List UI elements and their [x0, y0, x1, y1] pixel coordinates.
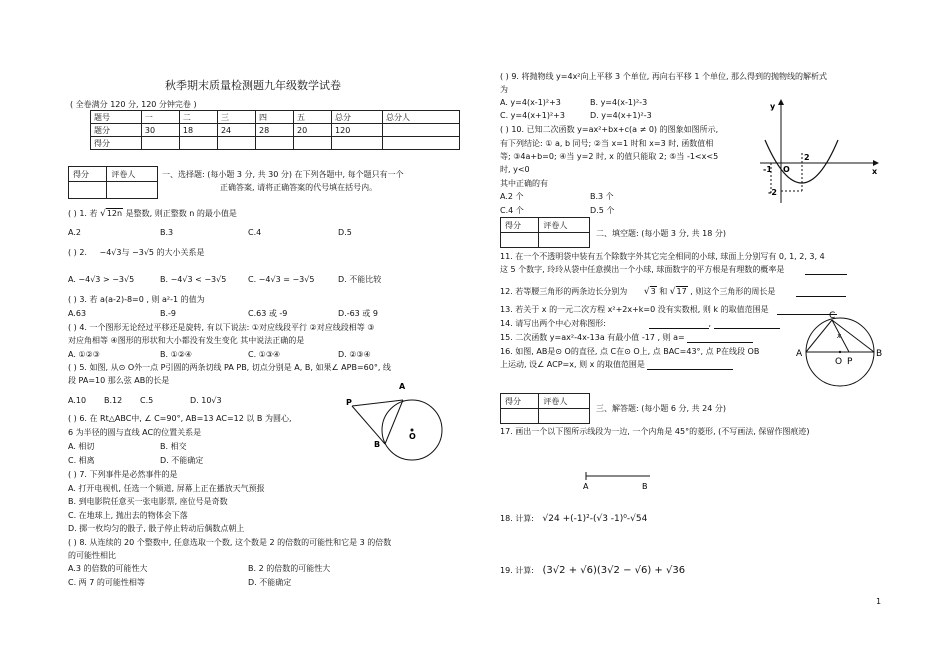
q4-option-b[interactable]: B. ①②④	[160, 350, 193, 359]
score-cell[interactable]	[141, 137, 179, 150]
q9-option-b[interactable]: B. y=4(x-1)²-3	[590, 98, 648, 107]
grader-label: 评卷人	[107, 167, 158, 182]
grader-input-cell[interactable]	[539, 233, 590, 248]
q10-line-1: ( ) 10. 已知二次函数 y=ax²+bx+c(a ≠ 0) 的图象如图所示,	[500, 125, 719, 134]
q10-option-d[interactable]: D.5 个	[590, 206, 615, 215]
q6-option-b[interactable]: B. 相交	[160, 442, 187, 451]
q11-answer-blank[interactable]	[805, 266, 847, 275]
two-label: 2	[804, 153, 810, 162]
score-label: 得分	[69, 167, 107, 182]
q1-option-d[interactable]: D.5	[338, 228, 352, 237]
radical-sign: √	[669, 287, 676, 297]
q3-option-b[interactable]: B.-9	[160, 309, 177, 318]
points-cell	[383, 124, 460, 137]
grader-input-cell[interactable]	[539, 409, 590, 424]
q9-line-1: ( ) 9. 将抛物线 y=4x²向上平移 3 个单位, 再向右平移 1 个单位, 那么得到的抛物线的解析式	[500, 72, 828, 81]
q11-line-2	[500, 265, 847, 275]
q2-stem-text: ( ) 2.	[68, 248, 87, 257]
q16-figure	[785, 312, 895, 382]
q18-label: 18. 计算:	[500, 514, 534, 523]
q3-stem: ( ) 3. 若 a(a-2)-8=0 , 则 a²-1 的值为	[68, 295, 205, 304]
q10-option-b[interactable]: B.3 个	[590, 192, 614, 201]
q19-label: 19. 计算:	[500, 566, 534, 575]
q4-line-1: ( ) 4. 一个图形无论经过平移还是旋转, 有以下说法: ①对应线段平行 ②对应线段相等 ③	[68, 323, 375, 332]
q12-root-b: 17	[676, 287, 687, 296]
points-cell: 30	[141, 124, 179, 137]
row-header: 题分	[91, 124, 142, 137]
grader-input-cell[interactable]	[107, 182, 158, 199]
q9-line-2: 为	[500, 85, 508, 94]
q4-option-a[interactable]: A. ①②③	[68, 350, 100, 359]
q14-line: 14. 请写出两个中心对称图形: ,	[500, 319, 780, 329]
q12-mid: 和	[659, 287, 668, 296]
q10-line-5: 其中正确的有	[500, 179, 548, 188]
q19-expression: (3√2 + √6)(3√2 − √6) + √36	[542, 565, 686, 576]
q9-option-a[interactable]: A. y=4(x-1)²+3	[500, 98, 561, 107]
grader-label: 评卷人	[539, 218, 590, 233]
q10-line-3: 等; ③4a+b=0; ④当 y=2 时, x 的值只能取 2; ⑤当 -1<x<5	[500, 152, 719, 161]
q11-line-1: 11. 在一个不透明袋中装有五个除数字外其它完全相同的小球, 球面上分别写有 0, 1, 2, 3, 4	[500, 252, 825, 261]
q10-option-a[interactable]: A.2 个	[500, 192, 524, 201]
q5-line-2: 段 PA=10 那么弦 AB的长是	[68, 376, 170, 385]
points-cell: 28	[255, 124, 293, 137]
neg2-label: -2	[768, 188, 777, 197]
tangent-pb	[352, 406, 385, 444]
grader-box	[68, 166, 158, 199]
q3-option-a[interactable]: A.63	[68, 309, 87, 318]
q14-answer-blank-1[interactable]	[649, 320, 709, 329]
label-a: A	[583, 482, 589, 491]
score-cell[interactable]	[383, 137, 460, 150]
q2-option-d[interactable]: D. 不能比较	[338, 275, 382, 284]
q16-answer-blank[interactable]	[647, 361, 733, 370]
section3-heading: 三、解答题: (每小题 6 分, 共 24 分)	[596, 404, 727, 413]
score-label: 得分	[501, 218, 539, 233]
points-cell: 120	[332, 124, 383, 137]
q8-option-d[interactable]: D. 不能确定	[248, 578, 292, 587]
q2-expr: −4√3与 −3√5 的大小关系是	[99, 248, 205, 257]
score-cell[interactable]	[255, 137, 293, 150]
q2-option-c[interactable]: C. −4√3 = −3√5	[248, 275, 315, 284]
q15-line	[500, 333, 753, 343]
q12-tail: , 则这个三角形的周长是	[690, 287, 776, 296]
label-b: B	[876, 349, 883, 359]
q1-option-b[interactable]: B.3	[160, 228, 174, 237]
q10-line-2: 有下列结论: ① a, b 同号; ②当 x=1 时和 x=3 时, 函数值相	[500, 139, 714, 148]
points-cell: 24	[217, 124, 255, 137]
label-a: A	[796, 349, 803, 359]
label-a: A	[399, 382, 406, 391]
q4-line-2: 对应角相等 ④图形的形状和大小都没有发生变化 其中说法正确的是	[68, 336, 305, 345]
score-table	[90, 110, 460, 150]
q1-stem	[68, 208, 237, 219]
q12-text: 12. 若等腰三角形的两条边长分别为	[500, 287, 628, 296]
q18-line	[500, 514, 647, 524]
q6-option-d[interactable]: D. 不能确定	[160, 456, 204, 465]
page-number: 1	[876, 597, 882, 606]
grader-label: 评卷人	[539, 394, 590, 409]
q5-option-c[interactable]: C.5	[140, 396, 154, 405]
q7-stem: ( ) 7. 下列事件是必然事件的是	[68, 470, 178, 479]
q10-parabola-graph	[760, 98, 890, 208]
q15-text: 15. 二次函数 y=ax²-4x-13a 有最小值 -17 , 则 a=	[500, 333, 685, 342]
q10-line-4: 时, y<0	[500, 165, 530, 174]
q2-option-b[interactable]: B. −4√3 < −3√5	[160, 275, 227, 284]
q9-option-c[interactable]: C. y=4(x+1)²+3	[500, 111, 565, 120]
q6-option-a[interactable]: A. 相切	[68, 442, 95, 451]
q6-line-2: 6 为半径的圆与直线 AC的位置关系是	[68, 428, 202, 437]
points-cell: 20	[294, 124, 332, 137]
col-header: 三	[217, 111, 255, 124]
section1-heading-2: 正确答案, 请将正确答案的代号填在括号内。	[220, 183, 378, 192]
q8-option-a[interactable]: A.3 的倍数的可能性大	[68, 564, 148, 573]
q15-answer-blank[interactable]	[687, 334, 753, 343]
q7-option-c[interactable]: C. 在地球上, 抛出去的物体会下落	[68, 511, 188, 520]
q17-segment-figure	[580, 470, 660, 492]
label-o: O	[835, 357, 843, 367]
q5-figure	[340, 378, 440, 458]
col-header: 总分	[332, 111, 383, 124]
section2-heading: 二、填空题: (每小题 3 分, 共 18 分)	[596, 229, 727, 238]
col-header: 五	[294, 111, 332, 124]
q14-answer-blank-2[interactable]	[714, 320, 780, 329]
q5-line-1: ( ) 5. 如图, 从⊙ O外一点 P引圆的两条切线 PA PB, 切点分别是 A, B, 如果∠ APB=60°, 线	[68, 363, 391, 372]
label-x: x	[837, 332, 842, 340]
radical-sign: √	[100, 209, 106, 219]
q8-line-1: ( ) 8. 从连续的 20 个整数中, 任意选取一个数, 这个数是 2 的倍数的可能性和它是 3 的倍数	[68, 538, 392, 547]
q6-option-c[interactable]: C. 相离	[68, 456, 95, 465]
q6-line-1: ( ) 6. 在 Rt△ABC中, ∠ C=90°, AB=13 AC=12 以 B 为圆心,	[68, 414, 292, 423]
score-cell[interactable]	[179, 137, 217, 150]
q13-text: 13. 若关于 x 的一元二次方程 x²+2x+k=0 没有实数根, 则 k 的取值范围是	[500, 305, 769, 314]
q4-option-d[interactable]: D. ②③④	[338, 350, 371, 359]
x-label: x	[872, 167, 878, 176]
row-header: 得分	[91, 137, 142, 150]
q8-option-c[interactable]: C. 两 7 的可能性相等	[68, 578, 145, 587]
q1-option-a[interactable]: A.2	[68, 228, 81, 237]
q5-option-a[interactable]: A.10	[68, 396, 87, 405]
q2-option-a[interactable]: A. −4√3 > −3√5	[68, 275, 135, 284]
label-b: B	[374, 440, 381, 449]
section1-heading: 一、选择题: (每小题 3 分, 共 30 分) 在下列各题中, 每个题只有一个	[162, 170, 404, 179]
radical-sign: √	[643, 287, 650, 297]
col-header: 二	[179, 111, 217, 124]
score-cell[interactable]	[294, 137, 332, 150]
q16-line-2	[500, 360, 733, 370]
label-p: P	[346, 398, 352, 407]
label-o: O	[409, 432, 416, 441]
q5-option-b[interactable]: B.12	[104, 396, 123, 405]
q18-expression: √24 +(-1)²-(√3 -1)⁰-√54	[542, 514, 648, 524]
q2-stem	[68, 248, 205, 258]
q19-line	[500, 566, 685, 576]
label-b: B	[642, 482, 648, 491]
points-cell: 18	[179, 124, 217, 137]
grader-box-3	[500, 393, 590, 424]
q17-text: 17. 画出一个以下图所示线段为一边, 一个内角是 45°的菱形, (不写画法, 保留作图痕迹)	[500, 427, 810, 436]
q16-line-1: 16. 如图, AB是⊙ O的直径, 点 C在⊙ O上, 点 BAC=43°, 点 P在线段 OB	[500, 347, 760, 356]
label-c: C	[829, 311, 836, 321]
q5-option-d[interactable]: D. 10√3	[190, 396, 222, 405]
q4-option-c[interactable]: C. ①③④	[248, 350, 281, 359]
subtitle: ( 全卷满分 120 分, 120 分钟完卷 )	[70, 100, 197, 109]
q1-stem-tail: 是整数, 则正整数 n 的最小值是	[125, 209, 237, 218]
q8-option-b[interactable]: B. 2 的倍数的可能性大	[248, 564, 331, 573]
label-p: P	[847, 357, 853, 367]
q7-option-d[interactable]: D. 掷一枚均匀的骰子, 骰子停止转动后偶数点朝上	[68, 524, 245, 533]
page-title: 秋季期末质量检测题九年级数学试卷	[165, 79, 341, 92]
q11-line-2-text: 这 5 个数字, 玲玲从袋中任意摸出一个小球, 球面数字的平方根是有理数的概率是	[500, 265, 785, 274]
col-header: 四	[255, 111, 293, 124]
row-header: 题号	[91, 111, 142, 124]
q9-option-d[interactable]: D. y=4(x+1)²-3	[590, 111, 652, 120]
q12-line	[500, 286, 846, 297]
grader-box-2	[500, 217, 590, 248]
score-input-cell[interactable]	[501, 233, 539, 248]
y-label: y	[770, 102, 776, 111]
score-cell[interactable]	[332, 137, 383, 150]
q7-option-a[interactable]: A. 打开电视机, 任选一个频道, 屏幕上正在播放天气预报	[68, 484, 265, 493]
origin-label: O	[783, 165, 790, 174]
score-label: 得分	[501, 394, 539, 409]
score-cell[interactable]	[217, 137, 255, 150]
q3-option-d[interactable]: D.-63 或 9	[338, 309, 378, 318]
q16-line-2-text: 上运动, 设∠ ACP=x, 则 x 的取值范围是	[500, 360, 645, 369]
score-input-cell[interactable]	[501, 409, 539, 424]
center-dot	[839, 351, 841, 353]
q10-option-c[interactable]: C.4 个	[500, 206, 524, 215]
q3-option-c[interactable]: C.63 或 -9	[248, 309, 288, 318]
score-input-cell[interactable]	[69, 182, 107, 199]
q7-option-b[interactable]: B. 到电影院任意买一张电影票, 座位号是奇数	[68, 497, 228, 506]
q1-radicand: 12n	[106, 209, 123, 218]
q12-answer-blank[interactable]	[796, 288, 846, 297]
q1-option-c[interactable]: C.4	[248, 228, 262, 237]
q14-text: 14. 请写出两个中心对称图形:	[500, 319, 606, 328]
col-header: 一	[141, 111, 179, 124]
q1-stem-text: ( ) 1. 若	[68, 209, 98, 218]
col-header: 总分人	[383, 111, 460, 124]
q12-root-a: 3	[650, 287, 656, 296]
neg1-label: -1	[763, 165, 772, 174]
q8-line-2: 的可能性相比	[68, 551, 116, 560]
